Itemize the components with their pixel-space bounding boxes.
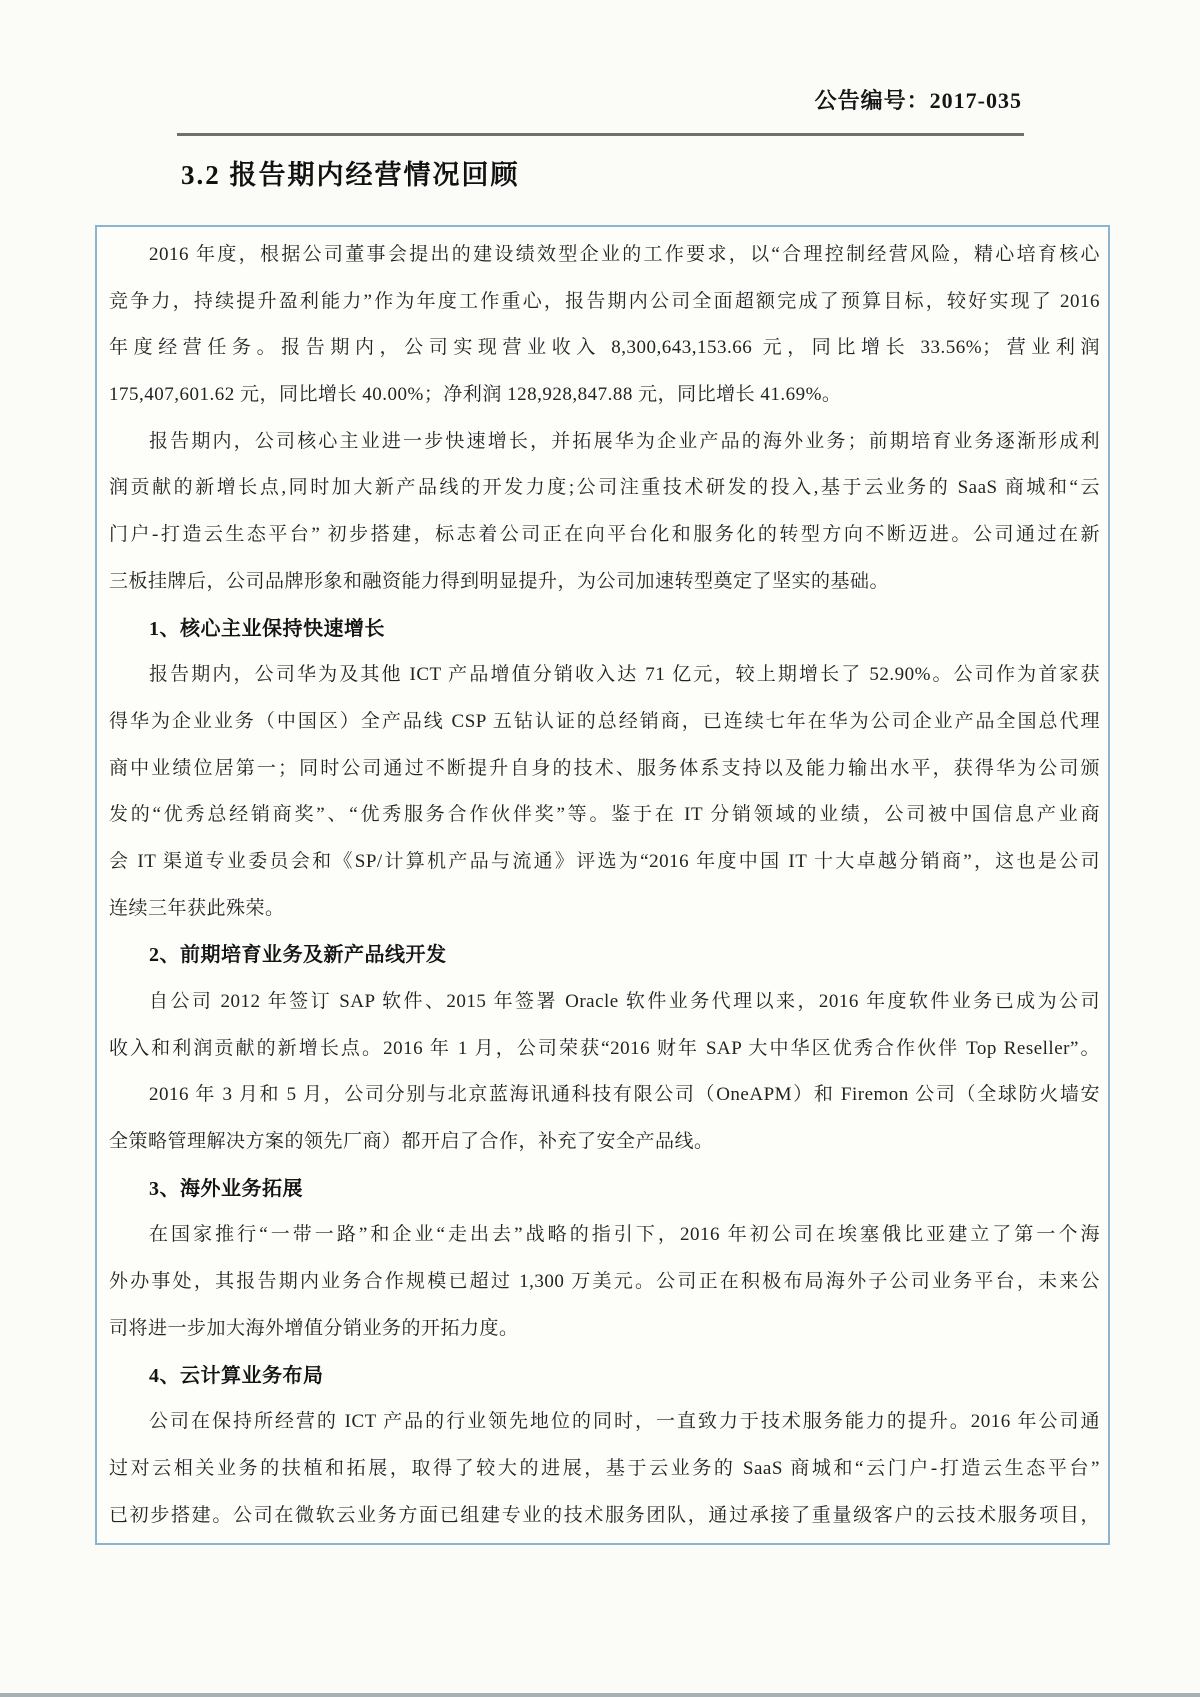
- text-line: 收入和利润贡献的新增长点。2016 年 1 月，公司荣获“2016 财年 SAP 大中华区优秀合作伙伴 Top Reseller”。: [109, 1037, 1100, 1059]
- section-title: 3.2 报告期内经营情况回顾: [181, 160, 520, 190]
- text-line: 2016 年 3 月和 5 月，公司分别与北京蓝海讯通科技有限公司（OneAPM）和 Firemon 公司（全球防火墙安: [149, 1084, 1100, 1106]
- page-bottom-edge: [0, 1693, 1200, 1697]
- text-line: 175,407,601.62 元，同比增长 40.00%；净利润 128,928,847.88 元，同比增长 41.69%。: [109, 384, 842, 406]
- text-line: 会 IT 渠道专业委员会和《SP/计算机产品与流通》评选为“2016 年度中国 IT 十大卓越分销商”，这也是公司: [109, 850, 1100, 872]
- text-line: 过对云相关业务的扶植和拓展，取得了较大的进展，基于云业务的 SaaS 商城和“云门户-打造云生态平台”: [109, 1457, 1100, 1479]
- text-line: 在国家推行“一带一路”和企业“走出去”战略的指引下，2016 年初公司在埃塞俄比亚建立了第一个海: [149, 1224, 1100, 1246]
- text-line: 竞争力，持续提升盈利能力”作为年度工作重心，报告期内公司全面超额完成了预算目标，较好实现了 2016: [109, 290, 1100, 312]
- subsection-heading: 2、前期培育业务及新产品线开发: [149, 944, 447, 967]
- text-line: 三板挂牌后，公司品牌形象和融资能力得到明显提升，为公司加速转型奠定了坚实的基础。: [109, 570, 890, 592]
- text-line: 2016 年度，根据公司董事会提出的建设绩效型企业的工作要求，以“合理控制经营风险，精心培育核心: [149, 244, 1100, 265]
- text-line: 外办事处，其报告期内业务合作规模已超过 1,300 万美元。公司正在积极布局海外子公司业务平台，未来公: [109, 1271, 1100, 1293]
- text-line: 润贡献的新增长点,同时加大新产品线的开发力度;公司注重技术研发的投入,基于云业务的 SaaS 商城和“云: [109, 477, 1100, 499]
- text-line: 全策略管理解决方案的领先厂商）都开启了合作，补充了安全产品线。: [109, 1131, 714, 1153]
- text-line: 得华为企业业务（中国区）全产品线 CSP 五钻认证的总经销商，已连续七年在华为公司企业产品全国总代理: [109, 710, 1100, 732]
- text-line: 自公司 2012 年签订 SAP 软件、2015 年签署 Oracle 软件业务代理以来，2016 年度软件业务已成为公司: [149, 991, 1100, 1012]
- text-line: 司将进一步加大海外增值分销业务的开拓力度。: [109, 1317, 519, 1339]
- text-line: 门户-打造云生态平台” 初步搭建，标志着公司正在向平台化和服务化的转型方向不断迈进。公司通过在新: [109, 524, 1100, 546]
- text-line: 已初步搭建。公司在微软云业务方面已组建专业的技术服务团队，通过承接了重量级客户的云技术服务项目，: [109, 1504, 1100, 1526]
- text-line: 发的“优秀总经销商奖”、“优秀服务合作伙伴奖”等。鉴于在 IT 分销领域的业绩，公司被中国信息产业商: [109, 804, 1100, 826]
- text-line: 公司在保持所经营的 ICT 产品的行业领先地位的同时，一直致力于技术服务能力的提升。2016 年公司通: [149, 1411, 1100, 1433]
- subsection-heading: 3、海外业务拓展: [149, 1177, 303, 1200]
- subsection-heading: 1、核心主业保持快速增长: [149, 617, 385, 640]
- report-content-box: [95, 225, 1110, 1545]
- subsection-heading: 4、云计算业务布局: [149, 1364, 324, 1387]
- text-line: 报告期内，公司核心主业进一步快速增长，并拓展华为企业产品的海外业务；前期培育业务逐渐形成利: [149, 430, 1100, 452]
- text-line: 连续三年获此殊荣。: [109, 897, 285, 919]
- text-line: 年度经营任务。报告期内，公司实现营业收入 8,300,643,153.66 元，同比增长 33.56%；营业利润: [109, 337, 1100, 359]
- text-line: 商中业绩位居第一；同时公司通过不断提升自身的技术、服务体系支持以及能力输出水平，获得华为公司颁: [109, 757, 1100, 779]
- text-line: 报告期内，公司华为及其他 ICT 产品增值分销收入达 71 亿元，较上期增长了 52.90%。公司作为首家获: [149, 664, 1100, 686]
- header-divider: [177, 133, 1024, 136]
- announcement-number: 公告编号：2017-035: [814, 88, 1022, 113]
